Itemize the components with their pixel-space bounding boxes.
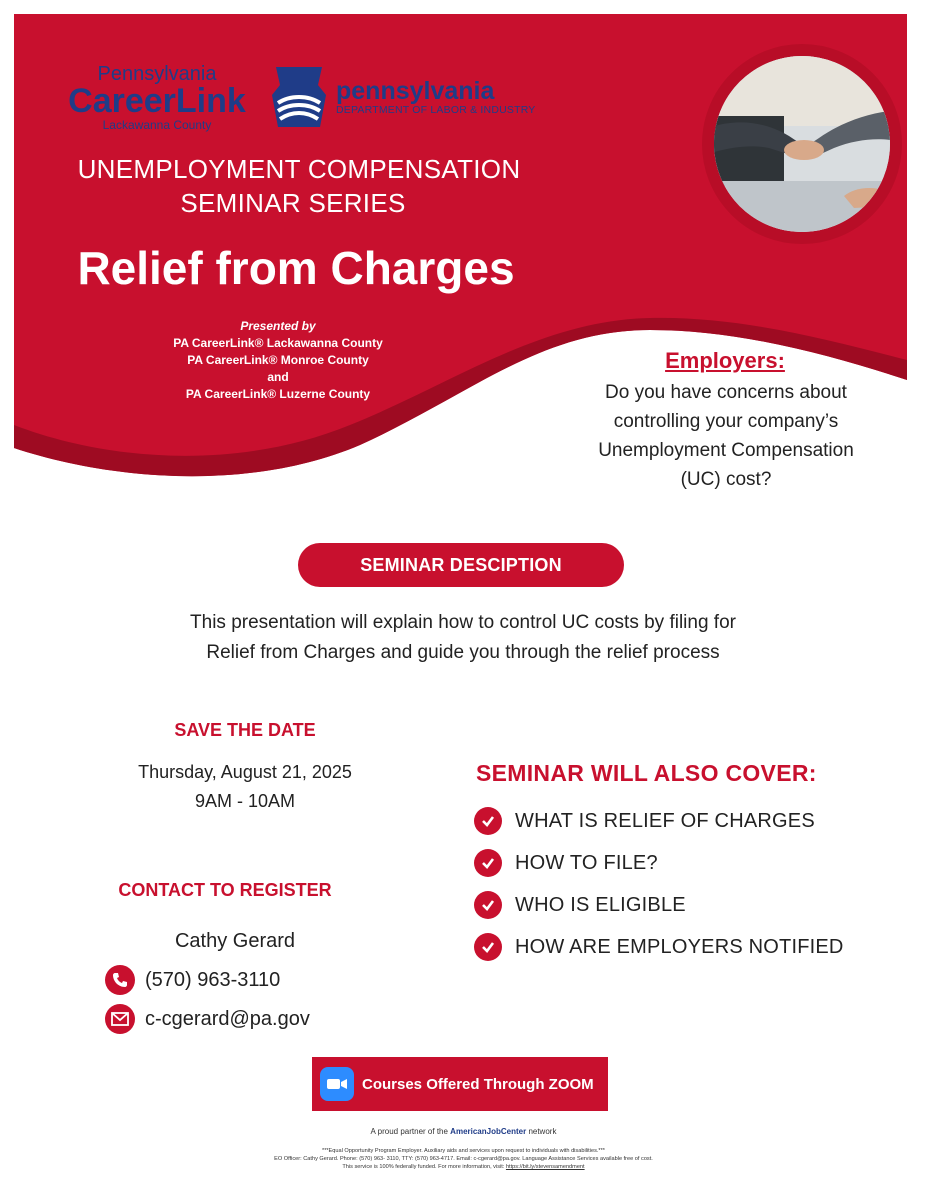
- check-circle-icon: [474, 849, 502, 877]
- department-name: pennsylvania: [336, 77, 495, 105]
- american-job-center-logo: AmericanJobCenter: [450, 1127, 527, 1136]
- seminar-description-text: [110, 608, 816, 668]
- series-title-line1: UNEMPLOYMENT COMPENSATION: [44, 150, 554, 188]
- description-line: Relief from Charges and guide you through the relief process: [206, 642, 720, 663]
- presented-by-label: Presented by: [240, 319, 316, 333]
- employers-heading: Employers:: [665, 348, 785, 373]
- contact-phone-row[interactable]: [105, 964, 280, 996]
- event-time: 9AM - 10AM: [194, 791, 296, 811]
- list-item: [474, 800, 844, 842]
- logo-state-text: Pennsylvania: [97, 63, 217, 85]
- list-item: [474, 842, 844, 884]
- phone-icon: [105, 965, 135, 995]
- seminar-description-heading: SEMINAR DESCIPTION: [298, 543, 624, 587]
- contact-name: Cathy Gerard: [174, 930, 296, 952]
- presenter-item: PA CareerLink® Monroe County: [187, 353, 369, 367]
- cover-topics-heading: SEMINAR WILL ALSO COVER:: [476, 760, 817, 786]
- contact-email[interactable]: c-cgerard@pa.gov: [145, 1007, 310, 1030]
- cover-topics-list: [474, 800, 844, 968]
- zoom-label: Courses Offered Through ZOOM: [362, 1075, 594, 1093]
- employers-question: Do you have concerns about controlling your company’s Unemployment Compensation (UC) cost?: [598, 382, 854, 490]
- seminar-title: Relief from Charges: [28, 224, 564, 312]
- department-logo: [262, 60, 540, 134]
- presenter-item: PA CareerLink® Lackawanna County: [173, 336, 383, 350]
- careerlink-logo: [58, 58, 256, 138]
- partner-line: [250, 1127, 677, 1136]
- presenters-box: [156, 315, 400, 403]
- handshake-photo: [702, 44, 902, 244]
- check-circle-icon: [474, 891, 502, 919]
- zoom-banner: [312, 1057, 608, 1111]
- funding-text: This service is 100% federally funded. For more information, visit:: [342, 1164, 505, 1170]
- series-title-line2: SEMINAR SERIES: [162, 186, 424, 220]
- save-the-date-heading: SAVE THE DATE: [174, 720, 316, 740]
- logo-county-text: Lackawanna County: [102, 118, 212, 132]
- event-date: Thursday, August 21, 2025: [138, 762, 352, 782]
- department-subtitle: DEPARTMENT OF LABOR & INDUSTRY: [336, 104, 536, 116]
- eo-officer-info: EO Officer: Cathy Gerard. Phone: (570) 963- 3110, TTY: (570) 963-4717. Email: c-cgerard@pa.gov. Language Assistance Services available free of cost.: [274, 1156, 653, 1162]
- cover-topic-text: HOW TO FILE?: [515, 851, 658, 874]
- cover-topic-text: WHAT IS RELIEF OF CHARGES: [515, 809, 815, 832]
- check-circle-icon: [474, 807, 502, 835]
- eo-statement: ***Equal Opportunity Program Employer. Auxiliary aids and services upon request to individuals with disabilities.***: [322, 1148, 605, 1154]
- envelope-icon: [105, 1004, 135, 1034]
- contact-heading: CONTACT TO REGISTER: [118, 880, 332, 900]
- funding-statement: [150, 1164, 777, 1171]
- check-circle-icon: [474, 933, 502, 961]
- keystone-icon: [270, 63, 328, 131]
- partner-suffix: network: [528, 1127, 557, 1136]
- video-camera-icon: [320, 1067, 354, 1101]
- partner-prefix: A proud partner of the: [370, 1127, 448, 1136]
- presenter-item: PA CareerLink® Luzerne County: [185, 387, 371, 401]
- logo-brand-text: CareerLink: [68, 82, 246, 120]
- contact-email-row[interactable]: [105, 1003, 310, 1035]
- list-item: [474, 884, 844, 926]
- funding-link[interactable]: https://bit.ly/stevensamendment: [505, 1164, 585, 1170]
- description-line: This presentation will explain how to control UC costs by filing for: [190, 612, 736, 633]
- list-item: [474, 926, 844, 968]
- cover-topic-text: WHO IS ELIGIBLE: [515, 893, 686, 916]
- presenter-item: and: [267, 370, 289, 384]
- cover-topic-text: HOW ARE EMPLOYERS NOTIFIED: [515, 935, 844, 958]
- contact-phone[interactable]: (570) 963-3110: [145, 968, 281, 991]
